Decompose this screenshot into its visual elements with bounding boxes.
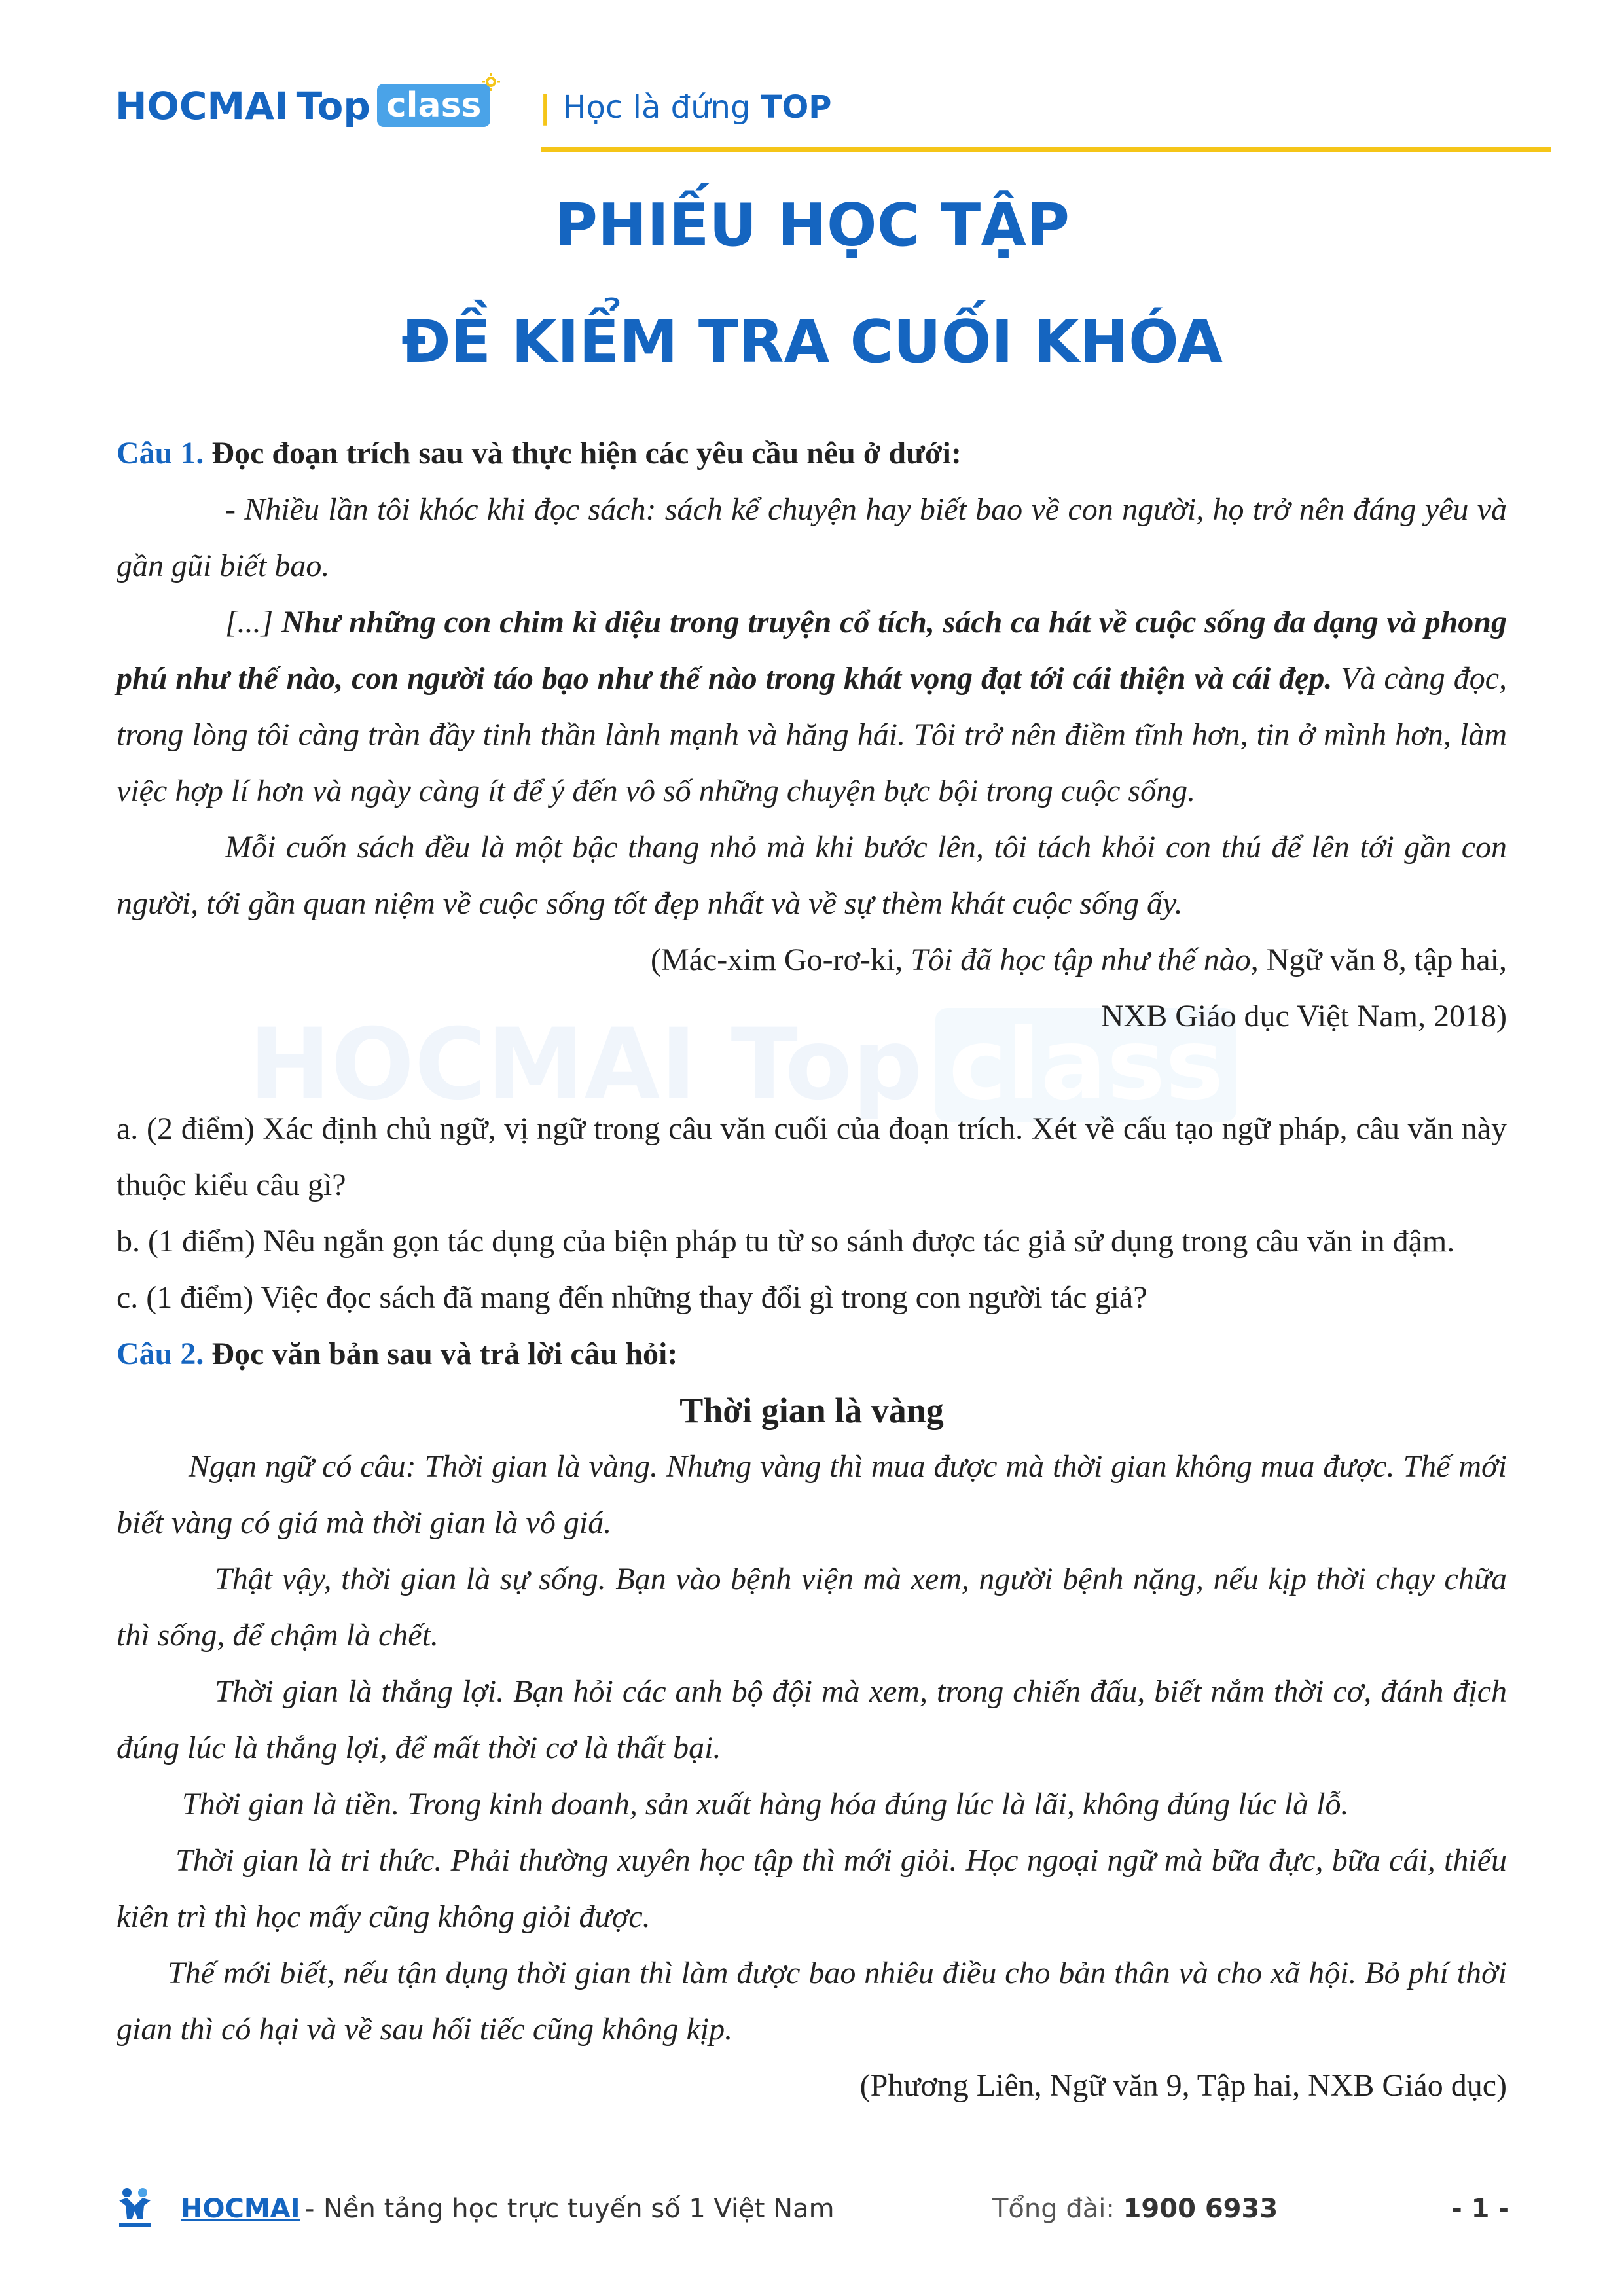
footer-separator: - <box>305 2194 315 2224</box>
logo-top-text: Top <box>296 84 370 128</box>
footer-hotline <box>992 2194 1278 2224</box>
question-1c: c. (1 điểm) Việc đọc sách đã mang đến những thay đổi gì trong con người tác giả? <box>117 1280 1147 1315</box>
excerpt-paragraph-1: - Nhiều lần tôi khóc khi đọc sách: sách kể chuyện hay biết bao về con người, họ trở nên đáng yêu và gần gũi biết bao. <box>117 492 1507 583</box>
header-underline <box>541 147 1551 152</box>
text-paragraph-2: Thật vậy, thời gian là sự sống. Bạn vào bệnh viện mà xem, người bệnh nặng, nếu kịp thời chạy chữa thì sống, để chậm là chết. <box>117 1562 1507 1653</box>
page-footer <box>115 2191 1509 2231</box>
question-1-label: Câu 1. <box>117 436 204 471</box>
hotline-label: Tổng đài: <box>992 2194 1115 2224</box>
text-paragraph-5: Thời gian là tri thức. Phải thường xuyên học tập thì mới giỏi. Học ngoại ngữ mà bữa đực, bữa cái, thiếu kiên trì thì học mấy cũng không giỏi được. <box>117 1843 1507 1934</box>
tagline-top: TOP <box>760 89 832 126</box>
watermark-hocmai: HOCMAI Top <box>249 1008 923 1122</box>
question-2-label: Câu 2. <box>117 1336 204 1371</box>
document-title: PHIẾU HỌC TẬP <box>554 191 1070 260</box>
text-title: Thời gian là vàng <box>679 1391 944 1430</box>
question-1a: a. (2 điểm) Xác định chủ ngữ, vị ngữ trong câu văn cuối của đoạn trích. Xét về cấu tạo ngữ pháp, câu văn này thuộc kiểu câu gì? <box>117 1111 1507 1202</box>
page-number: - 1 - <box>1451 2194 1509 2224</box>
document-body <box>117 425 1507 2114</box>
footer-brand-link[interactable]: HOCMAI <box>181 2194 300 2224</box>
tagline-text: Học là đứng <box>562 89 751 126</box>
document-subtitle: ĐỀ KIỂM TRA CUỐI KHÓA <box>401 308 1223 376</box>
excerpt-paragraph-2-rest: Và càng đọc, trong lòng tôi càng tràn đầy tinh thần lành mạnh và hăng hái. Tôi trở nên điềm tĩnh hơn, tin ở mình hơn, làm việc hợp lí hơn và ngày càng ít để ý đến vô số những chuyện bực bội trong cuộc sống. <box>117 661 1507 808</box>
text-paragraph-6: Thế mới biết, nếu tận dụng thời gian thì làm được bao nhiêu điều cho bản thân và cho xã hội. Bỏ phí thời gian thì có hại và về sau hối tiếc cũng không kịp. <box>117 1956 1507 2047</box>
logo-sun-icon <box>481 72 501 92</box>
watermark-class: class <box>935 1008 1236 1122</box>
source-author: (Mác-xim Go-rơ-ki, <box>650 942 911 977</box>
hocmai-topclass-logo <box>115 84 490 136</box>
question-1-heading <box>117 425 1507 482</box>
question-1b: b. (1 điểm) Nêu ngắn gọn tác dụng của biện pháp tu từ so sánh được tác giả sử dụng trong câu văn in đậm. <box>117 1224 1455 1259</box>
text-paragraph-1: Ngạn ngữ có câu: Thời gian là vàng. Nhưng vàng thì mua được mà thời gian không mua được. Thế mới biết vàng có giá mà thời gian là vô giá. <box>117 1449 1507 1540</box>
tagline-divider: | <box>539 89 551 126</box>
question-1-instruction: Đọc đoạn trích sau và thực hiện các yêu cầu nêu ở dưới: <box>211 436 962 471</box>
excerpt-paragraph-3: Mỗi cuốn sách đều là một bậc thang nhỏ mà khi bước lên, tôi tách khỏi con thú để lên tới gần con người, tới gần quan niệm về cuộc sống tốt đẹp nhất và về sự thèm khát cuộc sống ấy. <box>117 830 1507 921</box>
question-2-heading <box>117 1326 1507 1382</box>
logo-class-badge: class <box>377 84 491 127</box>
question-2-instruction: Đọc văn bản sau và trả lời câu hỏi: <box>211 1336 678 1371</box>
excerpt-source-line-2: NXB Giáo dục Việt Nam, 2018) <box>1100 999 1507 1033</box>
excerpt-source-line-1 <box>117 932 1507 988</box>
text-paragraph-3: Thời gian là thắng lợi. Bạn hỏi các anh bộ đội mà xem, trong chiến đấu, biết nắm thời cơ, đánh địch đúng lúc là thắng lợi, để mất thời cơ là thất bại. <box>117 1674 1507 1765</box>
footer-description: Nền tảng học trực tuyến số 1 Việt Nam <box>323 2194 835 2224</box>
text-paragraph-4: Thời gian là tiền. Trong kinh doanh, sản xuất hàng hóa đúng lúc là lãi, không đúng lúc là lỗ. <box>182 1787 1349 1821</box>
text-source: (Phương Liên, Ngữ văn 9, Tập hai, NXB Giáo dục) <box>859 2068 1507 2103</box>
source-work-title: Tôi đã học tập như thế nào <box>911 942 1251 977</box>
hotline-number: 1900 6933 <box>1123 2194 1278 2224</box>
hocmai-footer-icon <box>115 2186 154 2229</box>
excerpt-bracket: [...] <box>225 605 274 639</box>
excerpt-bold-sentence: Như những con chim kì diệu trong truyện cổ tích, sách ca hát về cuộc sống đa dạng và phong phú như thế nào, con người táo bạo như thế nào trong khát vọng đạt tới cái thiện và cái đẹp. <box>117 605 1507 696</box>
logo-hocmai-text: HOCMAI <box>115 84 289 128</box>
header-tagline <box>539 89 831 126</box>
excerpt-paragraph-2 <box>117 594 1507 819</box>
source-book: , Ngữ văn 8, tập hai, <box>1250 942 1507 977</box>
